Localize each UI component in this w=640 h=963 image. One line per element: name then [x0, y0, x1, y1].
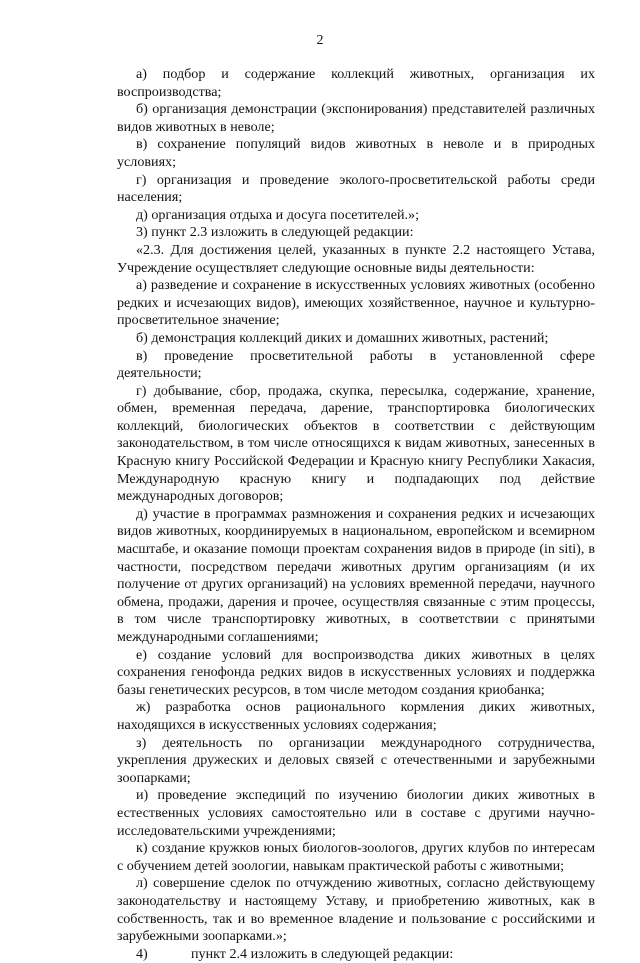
paragraph-clause-2-3: «2.3. Для достижения целей, указанных в пункте 2.2 настоящего Устава, Учреждение осуществляет следующие основные виды деятельности: [117, 241, 595, 276]
paragraph-b-demonstration: б) организация демонстрации (экспонирования) представителей различных видов животных в неволе; [117, 101, 595, 135]
paragraph-b-display: б) демонстрация коллекций диких и домашних животных, растений; [136, 329, 549, 346]
paragraph-d-leisure: д) организация отдыха и досуга посетителей.»; [136, 206, 419, 223]
paragraph-a-collections: а) подбор и содержание коллекций животных, организация их воспроизводства; [117, 66, 595, 100]
item-4-number: 4) [136, 945, 148, 962]
paragraph-e-genepool: е) создание условий для воспроизводства диких животных в целях сохранения генофонда редких видов в искусственных условиях и поддержка базы генетических ресурсов, в том числе методом создания криобанка; [117, 646, 595, 698]
paragraph-zh-feeding: ж) разработка основ рационального кормления диких животных, находящихся в искусственных условиях содержания; [117, 699, 595, 733]
paragraph-l-deals: л) совершение сделок по отчуждению животных, согласно действующему законодательству и настоящему Уставу, и приобретению животных, как в собственность, так и во временное владение и пользование с российскими и зарубежными зоопарками.»; [117, 875, 595, 945]
paragraph-item-4 [117, 946, 595, 963]
paragraph-a-breeding: а) разведение и сохранение в искусственных условиях животных (особенно редких и исчезающих видов), имеющих хозяйственное, научное и культурно-просветительное значение; [117, 277, 595, 329]
paragraph-k-clubs: к) создание кружков юных биологов-зоологов, других клубов по интересам с обучением детей зоологии, навыкам практической работы с животными; [117, 840, 595, 874]
paragraph-g-transactions: г) добывание, сбор, продажа, скупка, пересылка, содержание, хранение, обмен, временная передача, дарение, транспортировка биологических коллекций, биологических объектов в соответствии с действующим законодательством, в том числе относящихся к видам животных, занесенных в Красную книгу Российской Федерации и Красную книгу Республики Хакасия, Международную красную книгу и подпадающих под действие международных договоров; [117, 382, 595, 505]
paragraph-z-cooperation: з) деятельность по организации международного сотрудничества, укрепления дружеских и деловых связей с отечественными и зарубежными зоопарками; [117, 734, 595, 786]
paragraph-v-outreach: в) проведение просветительной работы в установленной сфере деятельности; [117, 347, 595, 382]
paragraph-item-3: 3) пункт 2.3 изложить в следующей редакции: [136, 224, 414, 241]
document-body [117, 66, 595, 963]
paragraph-v-populations: в) сохранение популяций видов животных в неволе и в природных условиях; [117, 136, 595, 170]
paragraph-i-expeditions: и) проведение экспедиций по изучению биологии диких животных в естественных условиях самостоятельно или в составе с другими научно-исследовательскими учреждениями; [117, 787, 595, 839]
page-number: 2 [316, 33, 324, 48]
paragraph-d-programs: д) участие в программах размножения и сохранения редких и исчезающих видов животных, координируемых в национальном, европейском и всемирном масштабе, и оказание помощи проектам сохранения видов в природе (in siti), в частности, посредством передачи животных другим организациям (и их получение от других организаций) на условиях временной передачи, научного обмена, продажи, дарения и прочее, осуществляя связанные с этим процессы, в том числе транспортировку животных, в соответствии с принятыми международными соглашениями; [117, 505, 595, 645]
paragraph-g-eco-education: г) организация и проведение эколого-просветительской работы среди населения; [117, 171, 595, 206]
item-4-text: пункт 2.4 изложить в следующей редакции: [191, 945, 454, 962]
